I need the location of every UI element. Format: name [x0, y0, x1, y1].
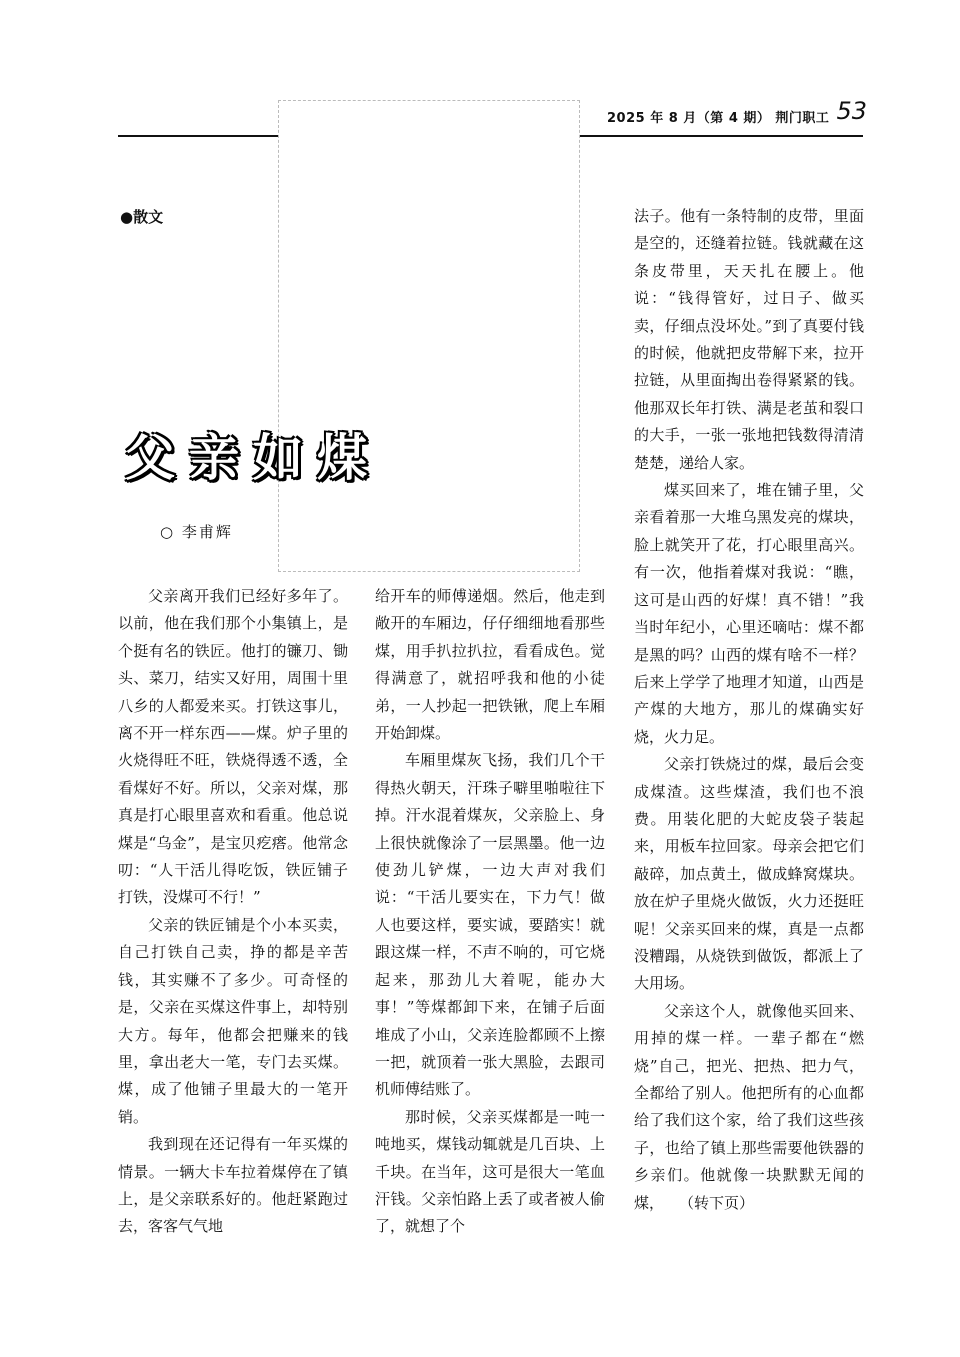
page-number: 53 — [836, 97, 867, 125]
text-column-3 — [634, 203, 864, 1217]
section-label: ●散文 — [120, 208, 164, 226]
article-photo — [278, 100, 580, 572]
paragraph: 父亲离开我们已经好多年了。以前，他在我们那个小集镇上，是个挺有名的铁匠。他打的镰刀、锄头、菜刀，结实又好用，周围十里八乡的人都爱来买。打铁这事儿，离不开一样东西——煤。炉子里的火烧得旺不旺，铁烧得透不透，全看煤好不好。所以，父亲对煤，那真是打心眼里喜欢和看重。他总说煤是“乌金”，是宝贝疙瘩。他常念叨：“人干活儿得吃饭，铁匠铺子打铁，没煤可不行！” — [118, 587, 348, 907]
paragraph: 父亲打铁烧过的煤，最后会变成煤渣。这些煤渣，我们也不浪费。用装化肥的大蛇皮袋子装起来，用板车拉回家。母亲会把它们敲碎，加点黄土，做成蜂窝煤块。放在炉子里烧火做饭，火力还挺旺呢！父亲买回来的煤，真是一点都没糟蹋，从烧铁到做饭，都派上了大用场。 — [634, 755, 864, 993]
author-byline: ○ 李甫辉 — [160, 523, 233, 541]
paragraph: 那时候，父亲买煤都是一吨一吨地买，煤钱动辄就是几百块、上千块。在当年，这可是很大一笔血汗钱。父亲怕路上丢了或者被人偷了，就想了个 — [375, 1107, 605, 1236]
paragraph: 父亲这个人，就像他买回来、用掉的煤一样。一辈子都在“燃烧”自己，把光、把热、把力气，全都给了别人。他把所有的心血都给了我们这个家，给了我们这些孩子，也给了镇上那些需要他铁器的乡亲们。他就像一块默默无闻的煤， （转下页） — [634, 1001, 864, 1212]
text-column-1 — [118, 583, 348, 1241]
article-title: 父亲如煤 — [125, 429, 381, 487]
paragraph: 我到现在还记得有一年买煤的情景。一辆大卡车拉着煤停在了镇上，是父亲联系好的。他赶紧跑过去，客客气气地 — [118, 1135, 348, 1236]
paragraph: 给开车的师傅递烟。然后，他走到敞开的车厢边，仔仔细细地看那些煤，用手扒拉扒拉，看看成色。觉得满意了，就招呼我和他的小徒弟，一人抄起一把铁锹，爬上车厢开始卸煤。 — [375, 587, 605, 743]
paragraph: 煤买回来了，堆在铺子里，父亲看着那一大堆乌黑发亮的煤块，脸上就笑开了花，打心眼里高兴。有一次，他指着煤对我说：“瞧，这可是山西的好煤！真不错！”我当时年纪小，心里还嘀咕：煤不都是黑的吗？山西的煤有啥不一样？后来上学学了地理才知道，山西是产煤的大地方，那儿的煤确实好烧，火力足。 — [634, 481, 864, 746]
text-column-2 — [375, 583, 605, 1241]
issue-label: 2025 年 8 月（第 4 期） 荆门职工 — [607, 111, 830, 126]
running-header — [607, 97, 867, 131]
paragraph: 父亲的铁匠铺是个小本买卖，自己打铁自己卖，挣的都是辛苦钱，其实赚不了多少。可奇怪的是，父亲在买煤这件事上，却特别大方。每年，他都会把赚来的钱里，拿出老大一笔，专门去买煤。煤，成了他铺子里最大的一笔开销。 — [118, 915, 348, 1126]
paragraph: 车厢里煤灰飞扬，我们几个干得热火朝天，汗珠子噼里啪啦往下掉。汗水混着煤灰，父亲脸上、身上很快就像涂了一层黑墨。他一边使劲儿铲煤，一边大声对我们说：“干活儿要实在，下力气！做人也要这样，要实诚，要踏实！就跟这煤一样，不声不响的，可它烧起来，那劲儿大着呢，能办大事！”等煤都卸下来，在铺子后面堆成了小山，父亲连脸都顾不上擦一把，就顶着一张大黑脸，去跟司机师傅结账了。 — [375, 751, 605, 1099]
paragraph: 法子。他有一条特制的皮带，里面是空的，还缝着拉链。钱就藏在这条皮带里，天天扎在腰上。他说：“钱得管好，过日子、做买卖，仔细点没坏处。”到了真要付钱的时候，他就把皮带解下来，拉开拉链，从里面掏出卷得紧紧的钱。他那双长年打铁、满是老茧和裂口的大手，一张一张地把钱数得清清楚楚，递给人家。 — [634, 207, 864, 472]
